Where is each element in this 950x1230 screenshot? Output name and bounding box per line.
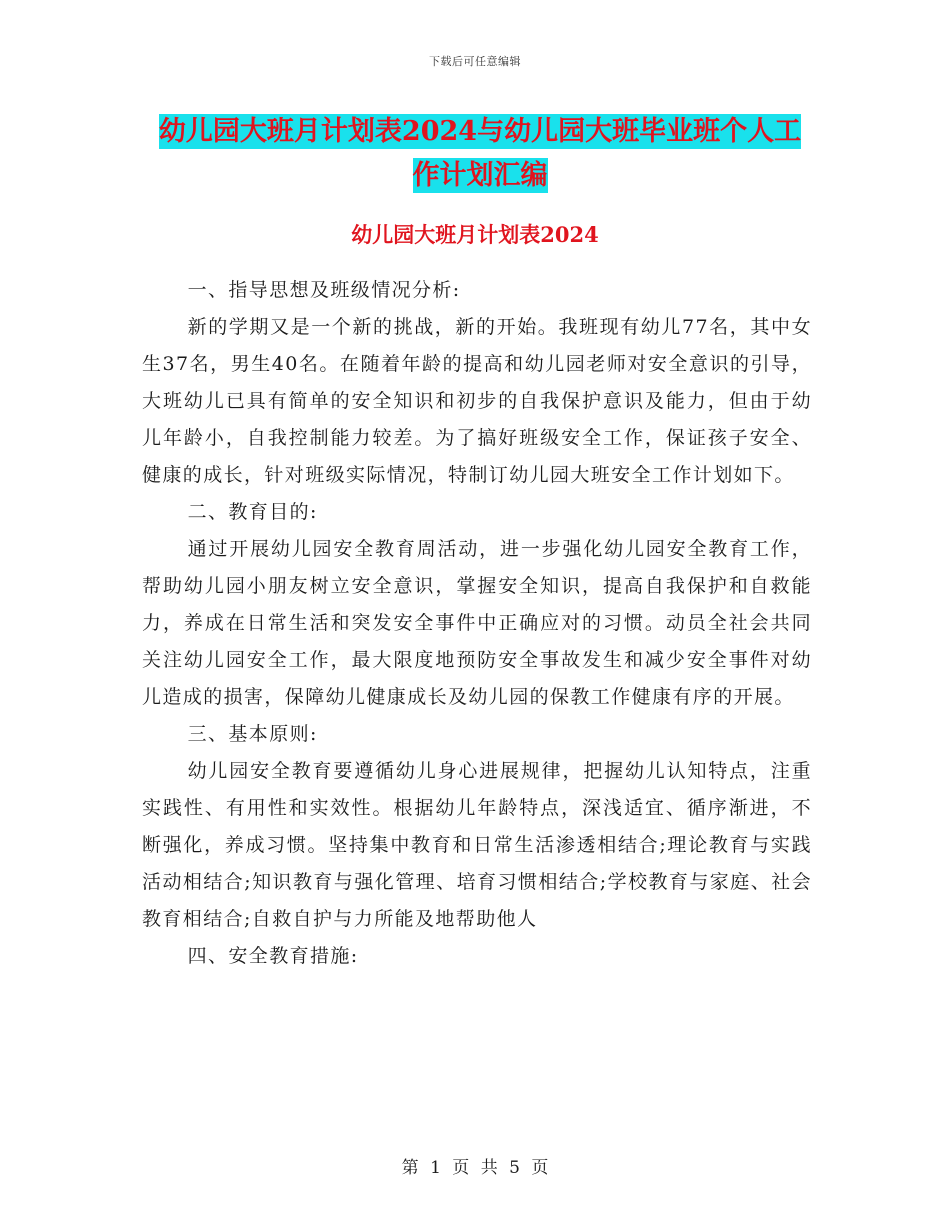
page-number-footer: 第 1 页 共 5 页 xyxy=(401,1158,549,1178)
document-title xyxy=(140,110,820,198)
page-header-note: 下载后可任意编辑 xyxy=(429,55,521,68)
document-title-line-1: 幼儿园大班月计划表2024与幼儿园大班毕业班个人工 xyxy=(158,116,802,147)
heading-guiding-thought: 一、指导思想及班级情况分析: xyxy=(187,279,461,301)
heading-education-goal: 二、教育目的: xyxy=(187,501,318,523)
paragraph-class-situation: 新的学期又是一个新的挑战，新的开始。我班现有幼儿77名，其中女生37名，男生40名。在随着年龄的提高和幼儿园老师对安全意识的引导，大班幼儿已具有简单的安全知识和初步的自我保护意识及能力，但由于幼儿年龄小，自我控制能力较差。为了搞好班级安全工作，保证孩子安全、健康的成长，针对班级实际情况，特制订幼儿园大班安全工作计划如下。 xyxy=(142,316,812,486)
heading-basic-principles: 三、基本原则: xyxy=(187,723,318,745)
document-body xyxy=(142,272,812,975)
heading-safety-measures: 四、安全教育措施: xyxy=(187,945,359,967)
document-title-line-2: 作计划汇编 xyxy=(412,160,548,191)
paragraph-education-goal: 通过开展幼儿园安全教育周活动，进一步强化幼儿园安全教育工作，帮助幼儿园小朋友树立安全意识，掌握安全知识，提高自我保护和自救能力，养成在日常生活和突发安全事件中正确应对的习惯。动员全社会共同关注幼儿园安全工作，最大限度地预防安全事故发生和减少安全事件对幼儿造成的损害，保障幼儿健康成长及幼儿园的保教工作健康有序的开展。 xyxy=(142,538,812,708)
section-title: 幼儿园大班月计划表2024 xyxy=(351,222,599,247)
paragraph-basic-principles: 幼儿园安全教育要遵循幼儿身心进展规律，把握幼儿认知特点，注重实践性、有用性和实效性。根据幼儿年龄特点，深浅适宜、循序渐进，不断强化，养成习惯。坚持集中教育和日常生活渗透相结合;理论教育与实践活动相结合;知识教育与强化管理、培育习惯相结合;学校教育与家庭、社会教育相结合;自救自护与力所能及地帮助他人 xyxy=(142,760,812,930)
